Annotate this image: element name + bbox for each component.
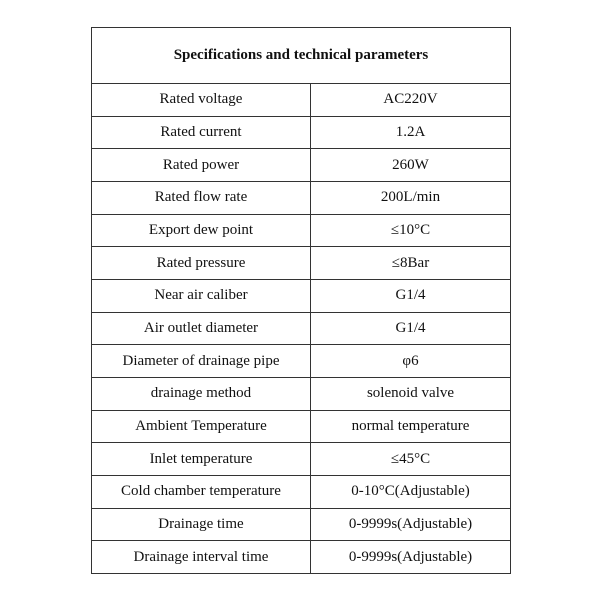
table-row <box>92 247 511 280</box>
table-row <box>92 84 511 117</box>
table-row <box>92 410 511 443</box>
parameter-value: solenoid valve <box>311 377 511 410</box>
parameter-value: 0-9999s(Adjustable) <box>311 508 511 541</box>
parameter-value: 0-9999s(Adjustable) <box>311 541 511 574</box>
table-row <box>92 214 511 247</box>
parameter-name: Cold chamber temperature <box>92 475 311 508</box>
specifications-table <box>91 27 511 574</box>
table-row <box>92 312 511 345</box>
table-row <box>92 279 511 312</box>
parameter-name: Air outlet diameter <box>92 312 311 345</box>
parameter-name: Rated voltage <box>92 84 311 117</box>
table-header-row <box>92 28 511 84</box>
table-title: Specifications and technical parameters <box>92 28 511 84</box>
table-row <box>92 541 511 574</box>
parameter-value: 1.2A <box>311 116 511 149</box>
parameter-name: Rated current <box>92 116 311 149</box>
parameter-value: normal temperature <box>311 410 511 443</box>
parameter-value: ≤10°C <box>311 214 511 247</box>
parameter-name: Rated power <box>92 149 311 182</box>
parameter-name: Drainage interval time <box>92 541 311 574</box>
parameter-name: Drainage time <box>92 508 311 541</box>
table-row <box>92 508 511 541</box>
parameter-value: ≤8Bar <box>311 247 511 280</box>
parameter-name: Inlet temperature <box>92 443 311 476</box>
parameter-name: Diameter of drainage pipe <box>92 345 311 378</box>
parameter-name: Rated flow rate <box>92 181 311 214</box>
parameter-value: 0-10°C(Adjustable) <box>311 475 511 508</box>
parameter-value: ≤45°C <box>311 443 511 476</box>
parameter-name: Near air caliber <box>92 279 311 312</box>
table-row <box>92 345 511 378</box>
parameter-value: φ6 <box>311 345 511 378</box>
table-row <box>92 475 511 508</box>
table-row <box>92 116 511 149</box>
parameter-value: 200L/min <box>311 181 511 214</box>
table-row <box>92 443 511 476</box>
parameter-value: G1/4 <box>311 279 511 312</box>
table-row <box>92 181 511 214</box>
parameter-name: Export dew point <box>92 214 311 247</box>
parameter-name: Ambient Temperature <box>92 410 311 443</box>
parameter-name: drainage method <box>92 377 311 410</box>
parameter-value: 260W <box>311 149 511 182</box>
table-row <box>92 377 511 410</box>
parameter-name: Rated pressure <box>92 247 311 280</box>
parameter-value: G1/4 <box>311 312 511 345</box>
parameter-value: AC220V <box>311 84 511 117</box>
table-row <box>92 149 511 182</box>
